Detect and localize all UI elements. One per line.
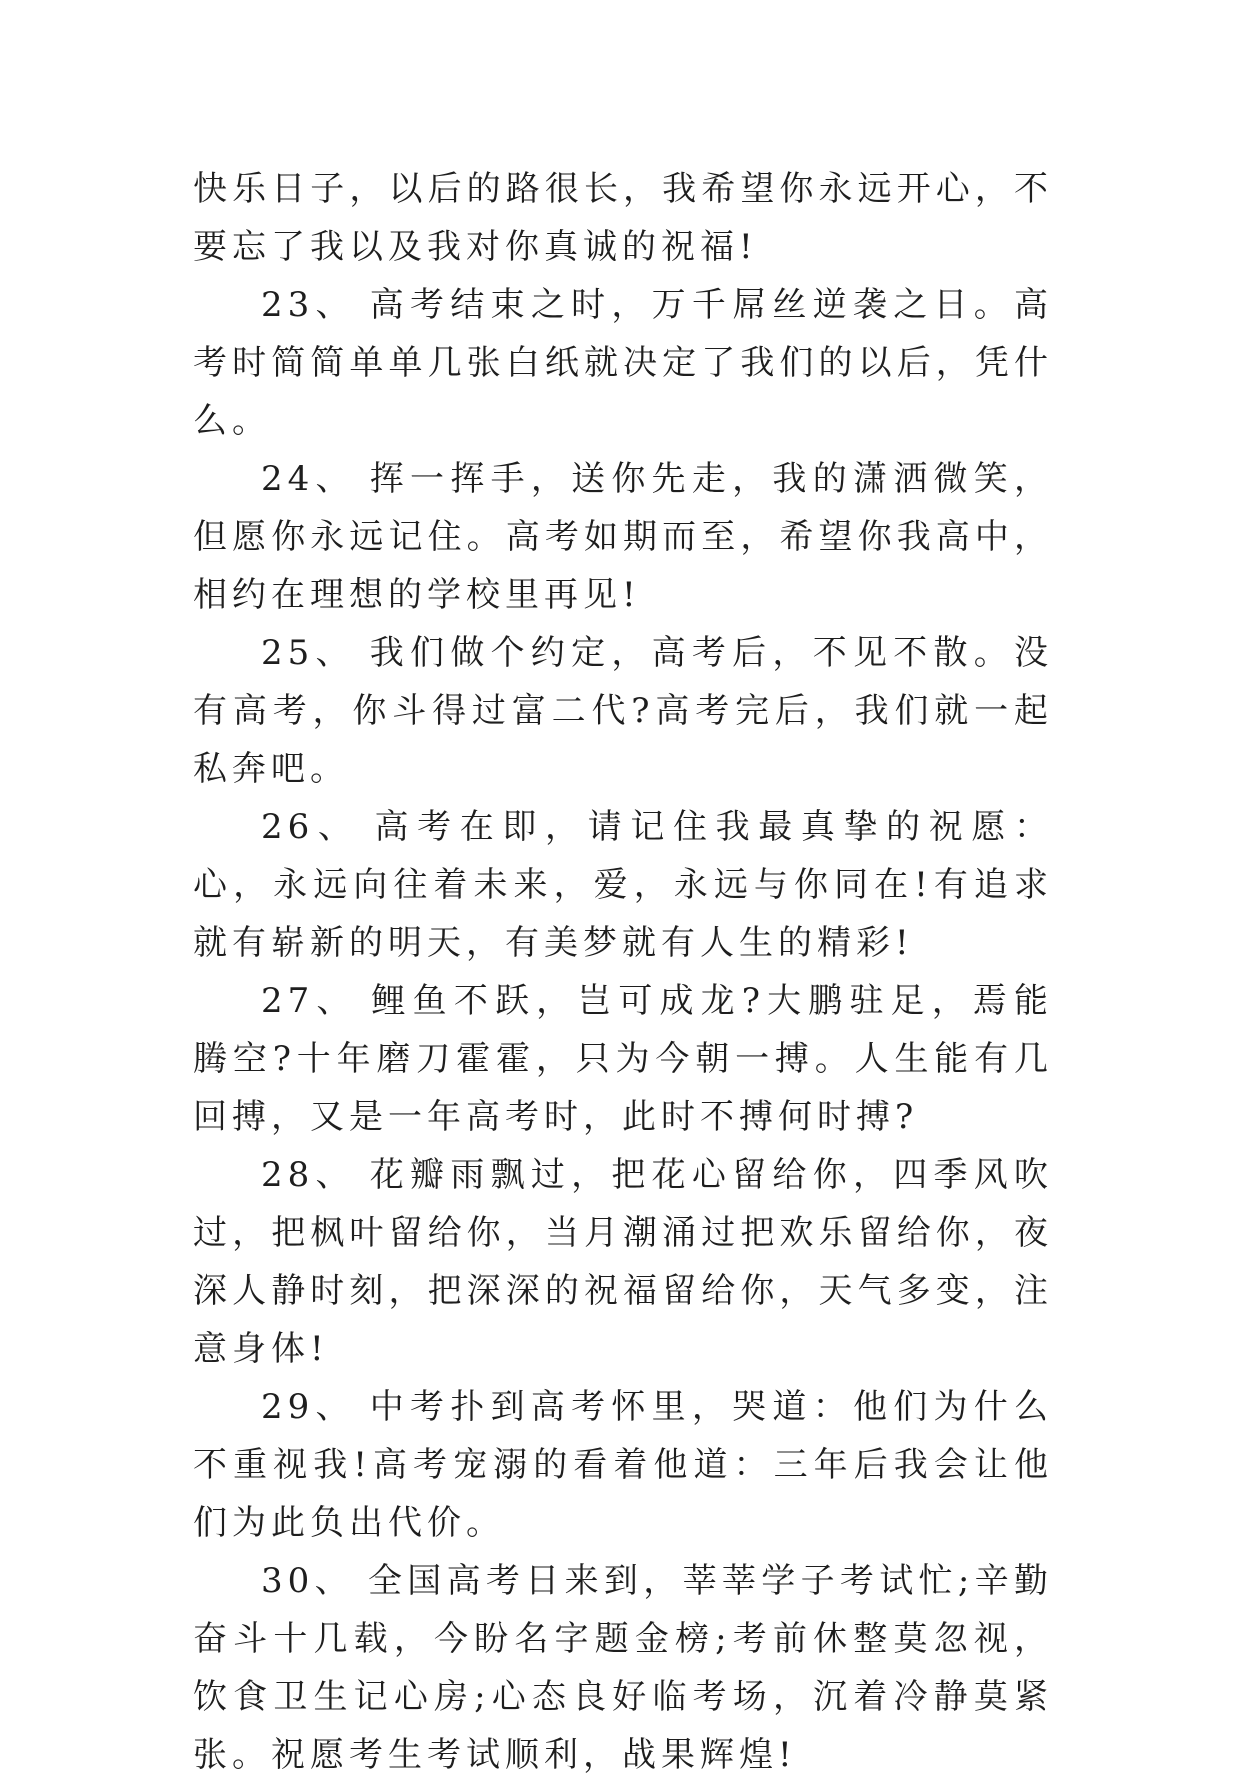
paragraph-number: 28、 <box>261 1155 356 1195</box>
paragraph-number: 29、 <box>261 1387 356 1427</box>
paragraph-24 <box>193 450 1053 624</box>
paragraph-number: 30、 <box>261 1561 354 1601</box>
paragraph-number: 27、 <box>261 981 358 1021</box>
paragraph-text: 鲤鱼不跃，岂可成龙?大鹏驻足，焉能腾空?十年磨刀霍霍，只为今朝一搏。人生能有几回搏，又是一年高考时，此时不搏何时搏? <box>193 981 1053 1137</box>
paragraph-text: 挥一挥手，送你先走，我的潇洒微笑，但愿你永远记住。高考如期而至，希望你我高中，相约在理想的学校里再见! <box>193 459 1054 615</box>
paragraph-30 <box>193 1552 1053 1784</box>
paragraph-number: 26、 <box>261 807 361 847</box>
paragraph-25 <box>193 624 1053 798</box>
paragraph-continued <box>193 160 1053 276</box>
paragraph-text: 全国高考日来到，莘莘学子考试忙;辛勤奋斗十几载，今盼名字题金榜;考前休整莫忽视，饮食卫生记心房;心态良好临考场，沉着冷静莫紧张。祝愿考生考试顺利，战果辉煌! <box>193 1561 1053 1775</box>
paragraph-number: 24、 <box>261 459 356 499</box>
paragraph-26 <box>193 798 1053 972</box>
paragraph-29 <box>193 1378 1053 1552</box>
paragraph-28 <box>193 1146 1053 1378</box>
document-body <box>193 160 1053 1784</box>
paragraph-text: 高考在即，请记住我最真挚的祝愿：心，永远向往着未来，爱，永远与你同在!有追求就有崭新的明天，有美梦就有人生的精彩! <box>193 807 1054 963</box>
paragraph-text: 快乐日子，以后的路很长，我希望你永远开心，不要忘了我以及我对你真诚的祝福! <box>193 169 1053 267</box>
paragraph-text: 花瓣雨飘过，把花心留给你，四季风吹过，把枫叶留给你，当月潮涌过把欢乐留给你，夜深人静时刻，把深深的祝福留给你，天气多变，注意身体! <box>193 1155 1054 1369</box>
paragraph-text: 中考扑到高考怀里，哭道：他们为什么不重视我!高考宠溺的看着他道：三年后我会让他们为此负出代价。 <box>193 1387 1054 1543</box>
paragraph-number: 23、 <box>261 285 356 325</box>
paragraph-text: 高考结束之时，万千屌丝逆袭之日。高考时简简单单几张白纸就决定了我们的以后，凭什么。 <box>193 285 1054 441</box>
paragraph-27 <box>193 972 1053 1146</box>
paragraph-number: 25、 <box>261 633 356 673</box>
paragraph-text: 我们做个约定，高考后，不见不散。没有高考，你斗得过富二代?高考完后，我们就一起私奔吧。 <box>193 633 1054 789</box>
paragraph-23 <box>193 276 1053 450</box>
